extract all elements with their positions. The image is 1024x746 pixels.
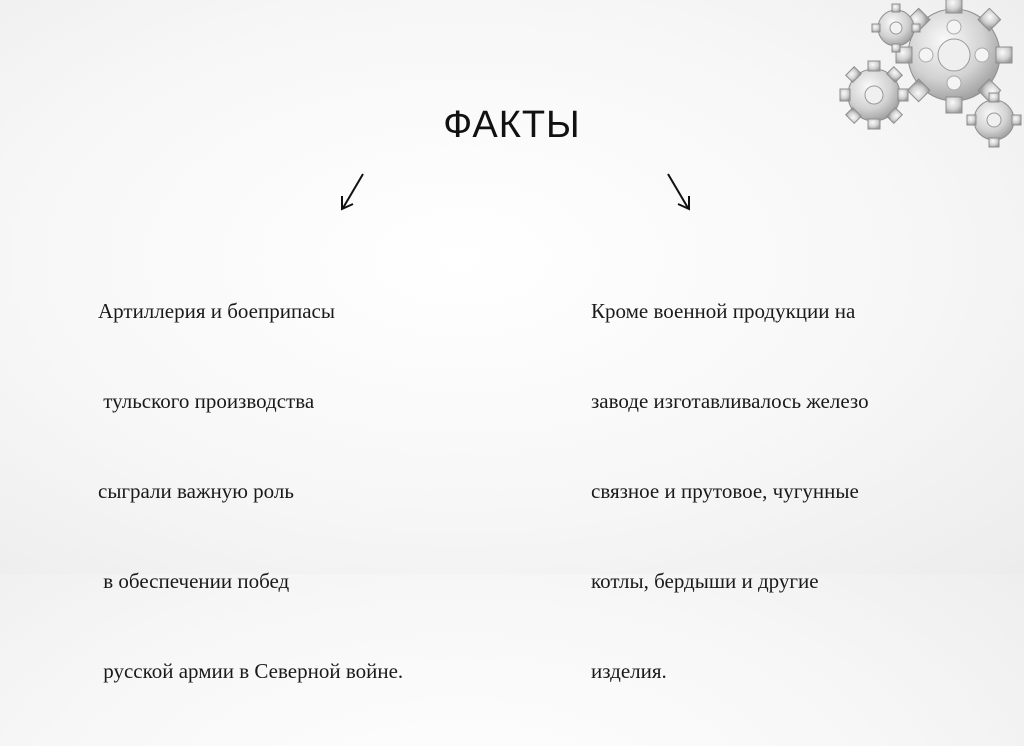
- left-text-line: русской армии в Северной войне.: [98, 659, 404, 683]
- slide-title: ФАКТЫ: [443, 104, 581, 146]
- right-text-line: заводе изготавливалось железо: [591, 389, 869, 413]
- right-facts-text: [591, 236, 869, 746]
- arrow-down-right-icon: [660, 168, 700, 218]
- right-text-line: изделия.: [591, 659, 667, 683]
- right-text-line: Кроме военной продукции на: [591, 299, 856, 323]
- left-text-line: в обеспечении побед: [98, 569, 290, 593]
- left-text-line: сыграли важную роль: [98, 479, 294, 503]
- right-text-line: котлы, бердыши и другие: [591, 569, 819, 593]
- right-text-line: связное и прутовое, чугунные: [591, 479, 859, 503]
- arrow-down-left-icon: [333, 168, 373, 218]
- left-facts-text: [98, 236, 403, 746]
- left-text-line: Артиллерия и боеприпасы: [98, 299, 335, 323]
- left-text-line: тульского производства: [98, 389, 315, 413]
